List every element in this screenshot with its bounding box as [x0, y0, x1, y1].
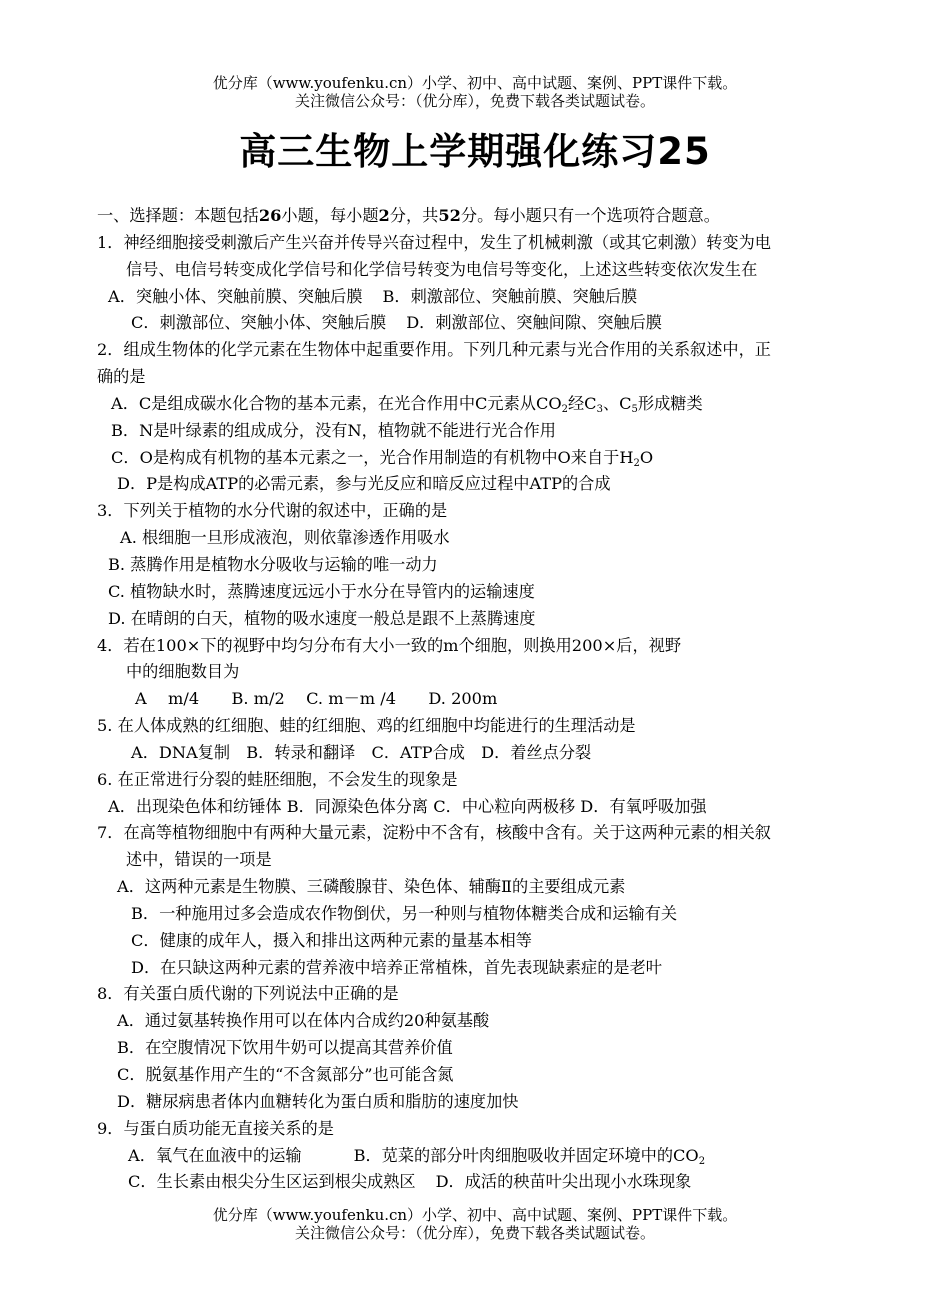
- q3-stem: 3．下列关于植物的水分代谢的叙述中，正确的是: [97, 501, 448, 521]
- q3-option-c: C. 植物缺水时，蒸腾速度远远小于水分在导管内的运输速度: [108, 581, 535, 601]
- section-heading: 一、选择题：本题包括26小题，每小题2分，共52分。每小题只有一个选项符合题意。: [97, 206, 720, 225]
- q3-option-a: A. 根细胞一旦形成液泡，则依靠渗透作用吸水: [120, 528, 450, 548]
- q5-options: A．DNA复制 B．转录和翻译 C．ATP合成 D．着丝点分裂: [131, 742, 592, 762]
- q7-stem-line-2: 述中，错误的一项是: [126, 850, 272, 870]
- q8-option-b: B．在空腹情况下饮用牛奶可以提高其营养价值: [117, 1038, 453, 1058]
- q6-stem: 6. 在正常进行分裂的蛙胚细胞，不会发生的现象是: [97, 769, 458, 789]
- q7-option-c: C．健康的成年人，摄入和排出这两种元素的量基本相等: [131, 930, 532, 950]
- footer-line-2: 关注微信公众号：（优分库），免费下载各类试题试卷。: [294, 1224, 655, 1242]
- q7-stem-line-1: 7．在高等植物细胞中有两种大量元素，淀粉中不含有，核酸中含有。关于这两种元素的相关叙: [97, 823, 771, 843]
- q4-stem-line-2: 中的细胞数目为: [126, 662, 240, 682]
- q2-option-b: B．N是叶绿素的组成成分，没有N，植物就不能进行光合作用: [111, 420, 556, 440]
- q2-stem-line-1: 2．组成生物体的化学元素在生物体中起重要作用。下列几种元素与光合作用的关系叙述中，正: [97, 340, 771, 360]
- q1-option-b: B．刺激部位、突触前膜、突触后膜: [382, 286, 638, 306]
- q1-stem-line-1: 1．神经细胞接受刺激后产生兴奋并传导兴奋过程中，发生了机械刺激（或其它刺激）转变为电: [97, 232, 771, 252]
- q9-options-row-1: [97, 1143, 857, 1170]
- q7-option-d: D．在只缺这两种元素的营养液中培养正常植株，首先表现缺素症的是老叶: [131, 957, 662, 977]
- q5-stem: 5. 在人体成熟的红细胞、蛙的红细胞、鸡的红细胞中均能进行的生理活动是: [97, 716, 636, 736]
- total-points: 52: [438, 206, 461, 225]
- q9-stem: 9．与蛋白质功能无直接关系的是: [97, 1118, 334, 1138]
- q1-options-row-1: [97, 284, 857, 311]
- q9-option-a: A．氧气在血液中的运输: [128, 1145, 302, 1165]
- q1-option-a: A．突触小体、突触前膜、突触后膜: [108, 286, 363, 306]
- q2-option-a: A．C是组成碳水化合物的基本元素，在光合作用中C元素从$CO_2$经$C_3$、$C_5$形成糖类: [111, 393, 703, 415]
- q9-option-d: D．成活的秧苗叶尖出现小水珠现象: [435, 1172, 692, 1192]
- q3-option-d: D. 在晴朗的白天，植物的吸水速度一般总是跟不上蒸腾速度: [108, 608, 536, 628]
- q2-option-d: D．P是构成ATP的必需元素，参与光反应和暗反应过程中ATP的合成: [117, 474, 611, 494]
- q2-stem-line-2: 确的是: [97, 367, 146, 387]
- q8-stem: 8．有关蛋白质代谢的下列说法中正确的是: [97, 984, 399, 1004]
- q9-option-b: B．苋菜的部分叶肉细胞吸收并固定环境中的$CO_2$: [353, 1145, 706, 1167]
- q3-option-b: B. 蒸腾作用是植物水分吸收与运输的唯一动力: [108, 554, 438, 574]
- footer-line-1: 优分库（www.youfenku.cn）小学、初中、高中试题、案例、PPT课件下载。: [212, 1206, 738, 1224]
- q7-option-a: A．这两种元素是生物膜、三磷酸腺苷、染色体、辅酶Ⅱ的主要组成元素: [117, 877, 626, 897]
- q8-option-c: C．脱氨基作用产生的“不含氮部分”也可能含氮: [117, 1065, 454, 1084]
- header-line-2: 关注微信公众号：（优分库），免费下载各类试题试卷。: [294, 92, 655, 110]
- q6-options: A．出现染色体和纺锤体 B．同源染色体分离 C．中心粒向两极移 D．有氧呼吸加强: [108, 796, 707, 816]
- q1-options-row-2: [97, 310, 857, 337]
- q8-option-d: D．糖尿病患者体内血糖转化为蛋白质和脂肪的速度加快: [117, 1091, 519, 1111]
- q4-stem-line-1: 4．若在100×下的视野中均匀分布有大小一致的m个细胞，则换用200×后，视野: [97, 635, 682, 655]
- q1-option-d: D．刺激部位、突触间隙、突触后膜: [406, 313, 662, 333]
- q2-option-c: C．O是构成有机物的基本元素之一，光合作用制造的有机物中O来自于$H_2O$: [111, 447, 654, 469]
- exam-body: [97, 203, 857, 1196]
- q7-option-b: B．一种施用过多会造成农作物倒伏，另一种则与植物体糖类合成和运输有关: [131, 903, 678, 923]
- points-each: 2: [378, 206, 390, 225]
- q8-option-a: A．通过氨基转换作用可以在体内合成约20种氨基酸: [117, 1011, 490, 1031]
- q4-options: A m/4 B. m/2 C. m－m /4 D. 200m: [135, 689, 498, 709]
- q1-option-c: C．刺激部位、突触小体、突触后膜: [131, 313, 387, 333]
- q9-options-row-2: [97, 1169, 857, 1196]
- q1-stem-line-2: 信号、电信号转变成化学信号和化学信号转变为电信号等变化，上述这些转变依次发生在: [126, 259, 758, 279]
- question-count: 26: [258, 206, 282, 225]
- header-line-1: 优分库（www.youfenku.cn）小学、初中、高中试题、案例、PPT课件下载。: [212, 74, 738, 92]
- page-title: 高三生物上学期强化练习25: [239, 130, 711, 173]
- q9-option-c: C．生长素由根尖分生区运到根尖成熟区: [128, 1172, 416, 1192]
